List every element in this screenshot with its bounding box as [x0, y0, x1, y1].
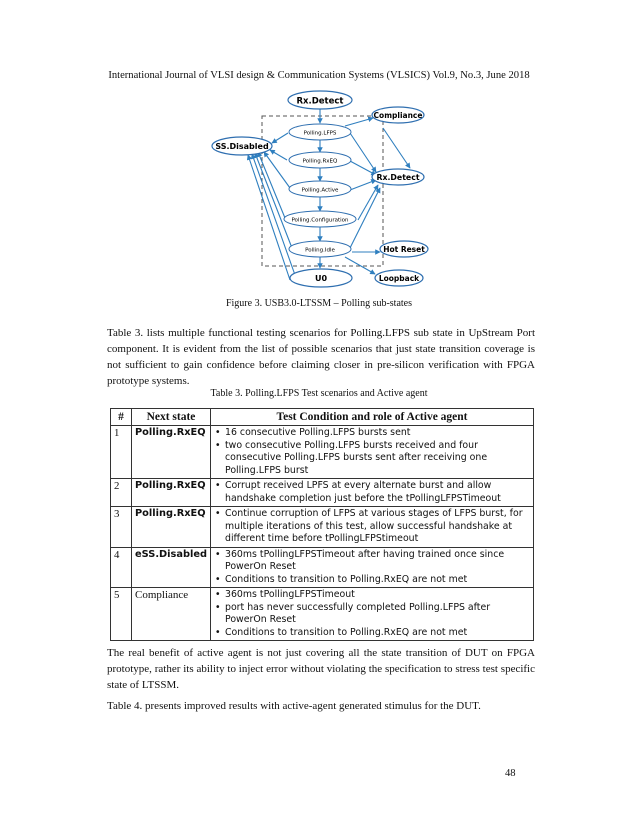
header-test-condition: Test Condition and role of Active agent: [211, 409, 534, 426]
condition-item: • Conditions to transition to Polling.RxEQ are not met: [225, 574, 530, 587]
node-label: U0: [314, 274, 328, 283]
paragraph-1: Table 3. lists multiple functional testing scenarios for Polling.LFPS sub state in UpStream Port component. It is evident from the list of possible scenarios that just state transition coverage is not sufficient to gain confidence before claiming closer in pre-silicon verification with FPGA prototype systems.: [107, 327, 535, 387]
node-label: Rx.Detect: [296, 96, 344, 107]
row-conditions: [211, 588, 534, 641]
row-conditions: [211, 507, 534, 548]
node-loopback: [375, 270, 423, 286]
condition-item: • Corrupt received LPFS at every alternate burst and allow handshake completion just before the tPollingLFPSTimeout: [225, 480, 530, 505]
table-row: [111, 547, 534, 588]
journal-header: International Journal of VLSI design & Communication Systems (VLSICS) Vol.9, No.3, June 2018: [108, 70, 530, 81]
row-conditions: [211, 547, 534, 588]
row-number: 2: [111, 479, 132, 507]
row-conditions: [211, 426, 534, 479]
node-compliance: [372, 107, 424, 123]
node-polling-rxeq: [289, 152, 351, 168]
node-hot-reset: [380, 241, 428, 257]
row-number: 4: [111, 547, 132, 588]
row-number: 5: [111, 588, 132, 641]
polling-substates-figure: [0, 0, 638, 300]
node-polling-idle: [289, 241, 351, 257]
node-label: Polling.Configuration: [291, 217, 349, 224]
node-label: Hot Reset: [383, 245, 425, 254]
condition-item: • two consecutive Polling.LFPS bursts received and four consecutive Polling.LFPS bursts sent after receiving one Polling.LFPS burst: [225, 440, 530, 478]
header-next-state: Next state: [132, 409, 211, 426]
table-row: [111, 588, 534, 641]
table-header-row: [111, 409, 534, 426]
node-label: Compliance: [373, 111, 423, 120]
condition-item: • 360ms tPollingLFPSTimeout: [225, 589, 530, 602]
header-num: #: [111, 409, 132, 426]
row-next-state: Polling.RxEQ: [132, 507, 211, 548]
row-next-state: Compliance: [132, 588, 211, 641]
row-number: 1: [111, 426, 132, 479]
node-label: Polling.RxEQ: [302, 158, 338, 165]
node-u0: [290, 269, 352, 287]
figure-caption: Figure 3. USB3.0-LTSSM – Polling sub-states: [225, 298, 413, 309]
node-label: Polling.Idle: [305, 247, 335, 254]
paragraph-3: Table 4. presents improved results with active-agent generated stimulus for the DUT.: [107, 700, 481, 712]
node-polling-configuration: [284, 211, 356, 227]
row-next-state: Polling.RxEQ: [132, 426, 211, 479]
table-row: [111, 479, 534, 507]
row-number: 3: [111, 507, 132, 548]
node-ss-disabled: [212, 137, 272, 155]
table-row: [111, 426, 534, 479]
node-rx-detect-right: [372, 169, 424, 185]
row-next-state: eSS.Disabled: [132, 547, 211, 588]
page-number: 48: [505, 768, 516, 779]
row-conditions: [211, 479, 534, 507]
node-label: SS.Disabled: [215, 142, 269, 151]
row-next-state: Polling.RxEQ: [132, 479, 211, 507]
table-caption: Table 3. Polling.LFPS Test scenarios and Active agent: [210, 388, 428, 399]
condition-item: • 16 consecutive Polling.LFPS bursts sent: [225, 427, 530, 440]
test-scenarios-table: [110, 408, 534, 641]
node-polling-lfps: [289, 124, 351, 140]
condition-item: • Conditions to transition to Polling.RxEQ are not met: [225, 627, 530, 640]
node-label: Polling.LFPS: [303, 130, 337, 137]
node-rx-detect-top: [288, 91, 352, 109]
condition-item: • Continue corruption of LFPS at various stages of LFPS burst, for multiple iterations of this test, allow successful handshake at different time before tPollingLFPStimeout: [225, 508, 530, 546]
condition-item: • port has never successfully completed Polling.LFPS after PowerOn Reset: [225, 602, 530, 627]
node-polling-active: [289, 181, 351, 197]
node-label: Rx.Detect: [376, 173, 420, 182]
node-label: Loopback: [378, 274, 420, 283]
paragraph-2: The real benefit of active agent is not just covering all the state transition of DUT on FPGA prototype, rather its ability to inject error without violating the specification to stress test specific state of LTSSM.: [107, 647, 535, 691]
table-row: [111, 507, 534, 548]
condition-item: • 360ms tPollingLFPSTimeout after having trained once since PowerOn Reset: [225, 549, 530, 574]
node-label: Polling.Active: [301, 187, 339, 194]
